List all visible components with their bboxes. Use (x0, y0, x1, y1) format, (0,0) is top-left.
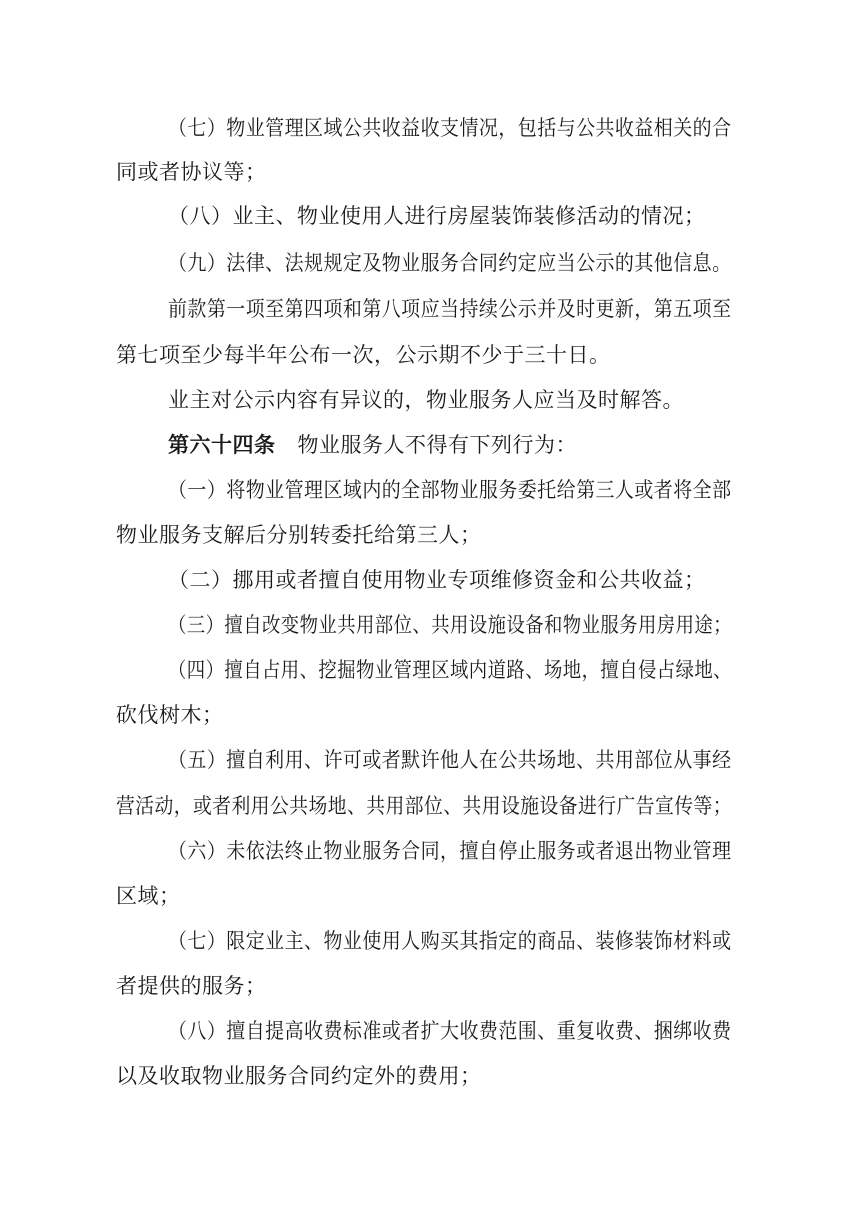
prohibited-item-5-line-2: 营活动，或者利用公共场地、共用部位、共用设施设备进行广告宣传等； (116, 794, 732, 818)
prohibited-item-5-line-1: （五）擅自利用、许可或者默许他人在公共场地、共用部位从事经 (168, 748, 732, 772)
prohibited-item-4-line-2: 砍伐树木； (116, 703, 224, 727)
prohibited-item-8-line-1: （八）擅自提高收费标准或者扩大收费范围、重复收费、捆绑收费 (168, 1019, 732, 1043)
article-number: 第六十四条 (168, 433, 276, 457)
item-8: （八）业主、物业使用人进行房屋装饰装修活动的情况； (168, 204, 706, 228)
item-7-line-2: 同或者协议等； (116, 160, 267, 184)
prohibited-item-4-line-1: （四）擅自占用、挖掘物业管理区域内道路、场地，擅自侵占绿地、 (168, 658, 732, 682)
paragraph-disclosure-line-2: 第七项至少每半年公布一次，公示期不少于三十日。 (116, 343, 611, 367)
prohibited-item-8-line-2: 以及收取物业服务合同约定外的费用； (116, 1064, 482, 1088)
article-64-heading (168, 431, 577, 459)
prohibited-item-7-line-2: 者提供的服务； (116, 974, 267, 998)
paragraph-objection: 业主对公示内容有异议的，物业服务人应当及时解答。 (168, 388, 684, 412)
article-64-intro: 物业服务人不得有下列行为： (297, 433, 577, 457)
item-7-line-1: （七）物业管理区域公共收益收支情况，包括与公共收益相关的合 (168, 116, 732, 140)
prohibited-item-6-line-1: （六）未依法终止物业服务合同，擅自停止服务或者退出物业管理 (168, 839, 732, 863)
prohibited-item-1-line-1: （一）将物业管理区域内的全部物业服务委托给第三人或者将全部 (168, 478, 732, 502)
prohibited-item-1-line-2: 物业服务支解后分别转委托给第三人； (116, 523, 482, 547)
prohibited-item-7-line-1: （七）限定业主、物业使用人购买其指定的商品、装修装饰材料或 (168, 929, 732, 953)
prohibited-item-2: （二）挪用或者擅自使用物业专项维修资金和公共收益； (168, 568, 706, 592)
prohibited-item-3: （三）擅自改变物业共用部位、共用设施设备和物业服务用房用途； (168, 613, 732, 637)
prohibited-item-6-line-2: 区域； (116, 884, 181, 908)
paragraph-disclosure-line-1: 前款第一项至第四项和第八项应当持续公示并及时更新，第五项至 (168, 297, 732, 321)
item-9: （九）法律、法规规定及物业服务合同约定应当公示的其他信息。 (168, 251, 732, 275)
